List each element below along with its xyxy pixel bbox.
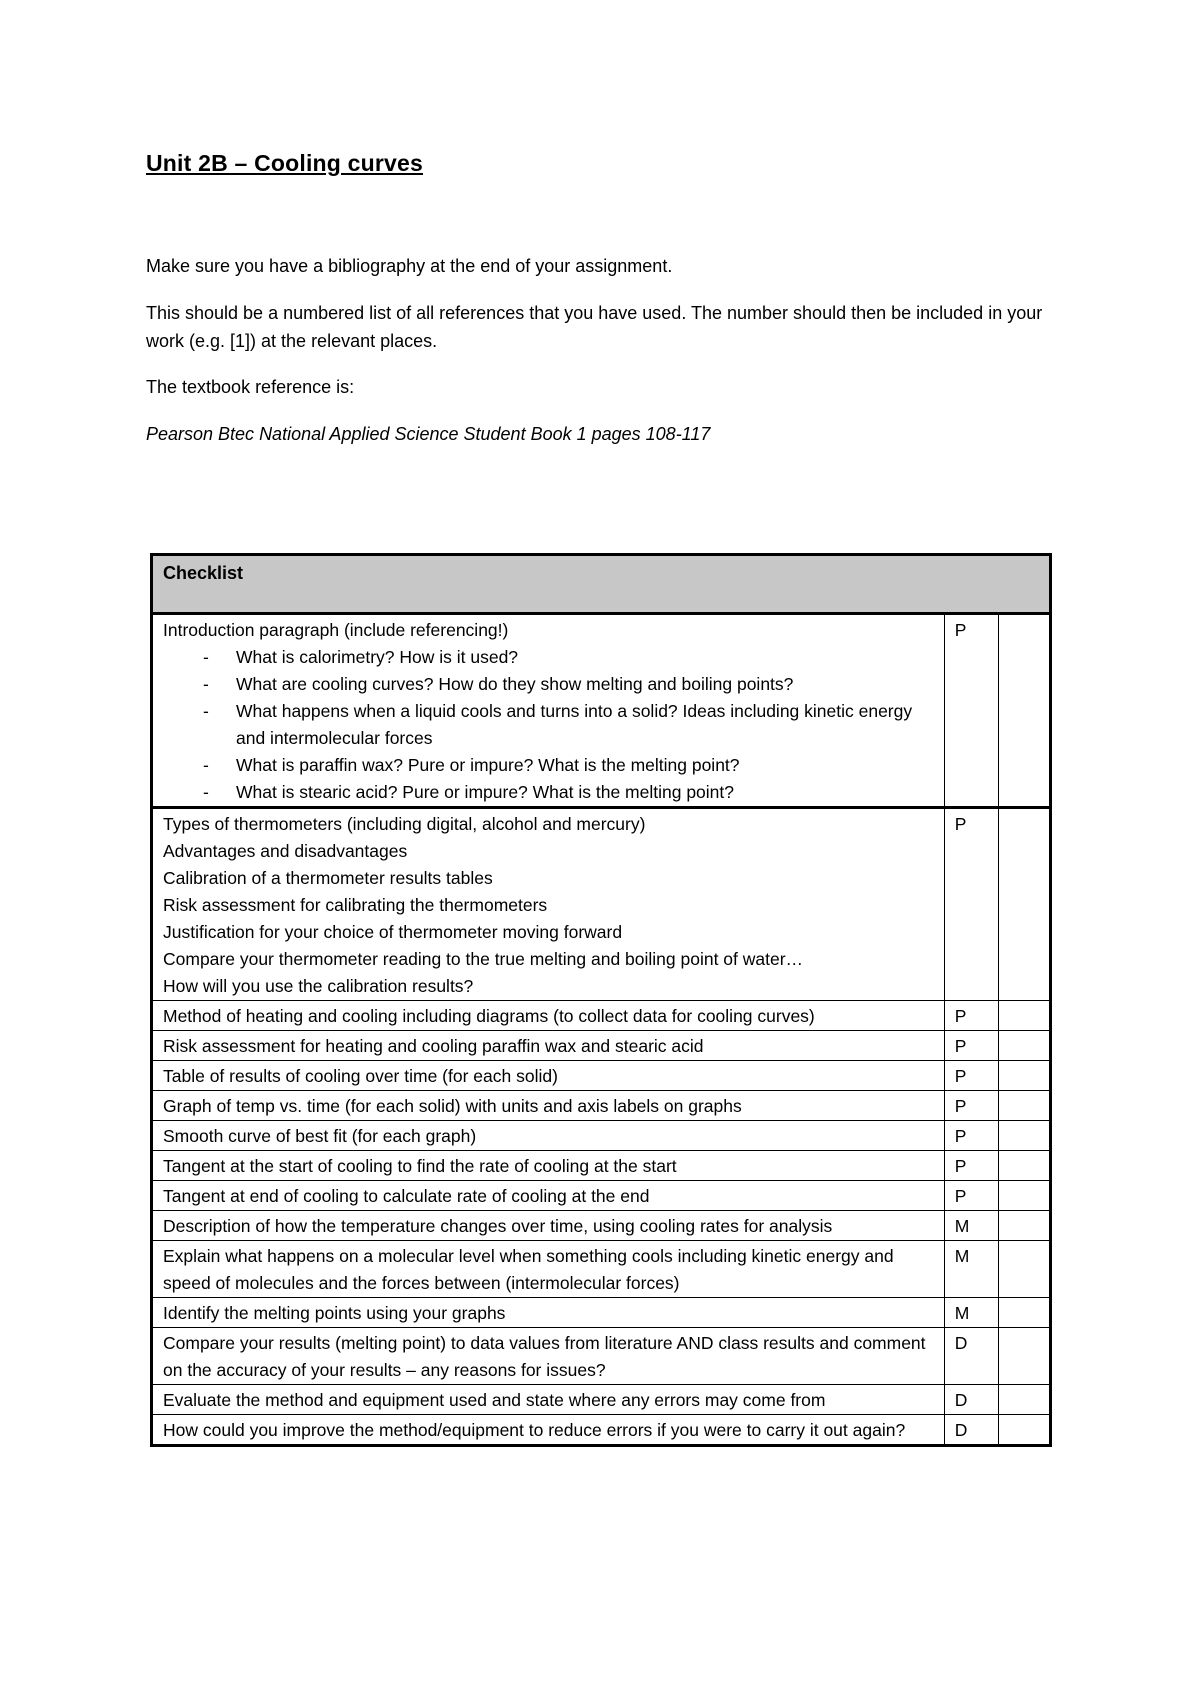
tick-box[interactable] (999, 1298, 1051, 1328)
criteria-text: Description of how the temperature changes over time, using cooling rates for analysis (152, 1211, 945, 1241)
criteria-text: Identify the melting points using your graphs (152, 1298, 945, 1328)
thermometer-line: Advantages and disadvantages (163, 841, 408, 861)
table-row (152, 1061, 1051, 1091)
tick-box[interactable] (999, 808, 1051, 1001)
grade-cell: P (944, 808, 999, 1001)
textbook-reference: Pearson Btec National Applied Science Student Book 1 pages 108-117 (146, 424, 711, 444)
thermometer-line: How will you use the calibration results? (163, 976, 474, 996)
list-item: - What is calorimetry? How is it used? (163, 644, 934, 671)
criteria-text: Graph of temp vs. time (for each solid) with units and axis labels on graphs (152, 1091, 945, 1121)
bibliography-instruction: Make sure you have a bibliography at the end of your assignment. (146, 256, 673, 276)
grade-cell: D (944, 1328, 999, 1385)
table-row (152, 1385, 1051, 1415)
table-row (152, 808, 1051, 1001)
table-row (152, 614, 1051, 808)
table-row (152, 1415, 1051, 1446)
grade-cell: D (944, 1415, 999, 1446)
references-instruction: This should be a numbered list of all references that you have used. The number should then be included in your work (e.g. [1]) at the relevant places. (146, 303, 1043, 351)
tick-box[interactable] (999, 614, 1051, 808)
grade-cell: P (944, 1031, 999, 1061)
criteria-text: Smooth curve of best fit (for each graph) (152, 1121, 945, 1151)
thermometer-line: Types of thermometers (including digital, alcohol and mercury) (163, 814, 646, 834)
criteria-text: Tangent at end of cooling to calculate rate of cooling at the end (152, 1181, 945, 1211)
thermometer-line: Risk assessment for calibrating the thermometers (163, 895, 548, 915)
list-item: - What is stearic acid? Pure or impure? What is the melting point? (163, 779, 934, 806)
table-row (152, 1151, 1051, 1181)
table-row (152, 1091, 1051, 1121)
table-row (152, 1181, 1051, 1211)
document-title: Unit 2B – Cooling curves (146, 150, 424, 176)
criteria-text: Risk assessment for heating and cooling paraffin wax and stearic acid (152, 1031, 945, 1061)
table-row (152, 1121, 1051, 1151)
table-row (152, 1328, 1051, 1385)
tick-box[interactable] (999, 1061, 1051, 1091)
thermometer-line: Calibration of a thermometer results tables (163, 868, 493, 888)
thermometer-line: Justification for your choice of thermometer moving forward (163, 922, 623, 942)
criteria-text: Tangent at the start of cooling to find the rate of cooling at the start (152, 1151, 945, 1181)
tick-box[interactable] (999, 1121, 1051, 1151)
tick-box[interactable] (999, 1328, 1051, 1385)
checklist-header: Checklist (152, 555, 1051, 614)
grade-cell: P (944, 1121, 999, 1151)
grade-cell: M (944, 1298, 999, 1328)
grade-cell: P (944, 1181, 999, 1211)
table-row (152, 1241, 1051, 1298)
tick-box[interactable] (999, 1091, 1051, 1121)
tick-box[interactable] (999, 1385, 1051, 1415)
thermometers-cell (152, 808, 945, 1001)
criteria-text: Method of heating and cooling including diagrams (to collect data for cooling curves) (152, 1001, 945, 1031)
table-row (152, 1001, 1051, 1031)
intro-heading: Introduction paragraph (include referencing!) (163, 620, 509, 640)
list-item: - What happens when a liquid cools and turns into a solid? Ideas including kinetic energy and intermolecular forces (163, 698, 934, 752)
tick-box[interactable] (999, 1001, 1051, 1031)
criteria-text: Evaluate the method and equipment used and state where any errors may come from (152, 1385, 945, 1415)
intro-bullet-list (163, 644, 934, 806)
tick-box[interactable] (999, 1211, 1051, 1241)
list-item: - What is paraffin wax? Pure or impure? What is the melting point? (163, 752, 934, 779)
criteria-text: How could you improve the method/equipment to reduce errors if you were to carry it out again? (152, 1415, 945, 1446)
thermometer-line: Compare your thermometer reading to the true melting and boiling point of water… (163, 949, 804, 969)
table-row (152, 1031, 1051, 1061)
textbook-reference-label: The textbook reference is: (146, 377, 355, 397)
grade-cell: P (944, 1001, 999, 1031)
tick-box[interactable] (999, 1151, 1051, 1181)
grade-cell: D (944, 1385, 999, 1415)
criteria-text: Explain what happens on a molecular level when something cools including kinetic energy and speed of molecules and the forces between (intermolecular forces) (152, 1241, 945, 1298)
tick-box[interactable] (999, 1415, 1051, 1446)
grade-cell: P (944, 1091, 999, 1121)
tick-box[interactable] (999, 1181, 1051, 1211)
intro-cell (152, 614, 945, 808)
grade-cell: P (944, 1151, 999, 1181)
grade-cell: P (944, 614, 999, 808)
grade-cell: M (944, 1211, 999, 1241)
table-row (152, 1298, 1051, 1328)
tick-box[interactable] (999, 1031, 1051, 1061)
tick-box[interactable] (999, 1241, 1051, 1298)
criteria-text: Compare your results (melting point) to data values from literature AND class results and comment on the accuracy of your results – any reasons for issues? (152, 1328, 945, 1385)
checklist-table (150, 553, 1052, 1447)
grade-cell: M (944, 1241, 999, 1298)
criteria-text: Table of results of cooling over time (for each solid) (152, 1061, 945, 1091)
grade-cell: P (944, 1061, 999, 1091)
table-row (152, 1211, 1051, 1241)
list-item: - What are cooling curves? How do they show melting and boiling points? (163, 671, 934, 698)
